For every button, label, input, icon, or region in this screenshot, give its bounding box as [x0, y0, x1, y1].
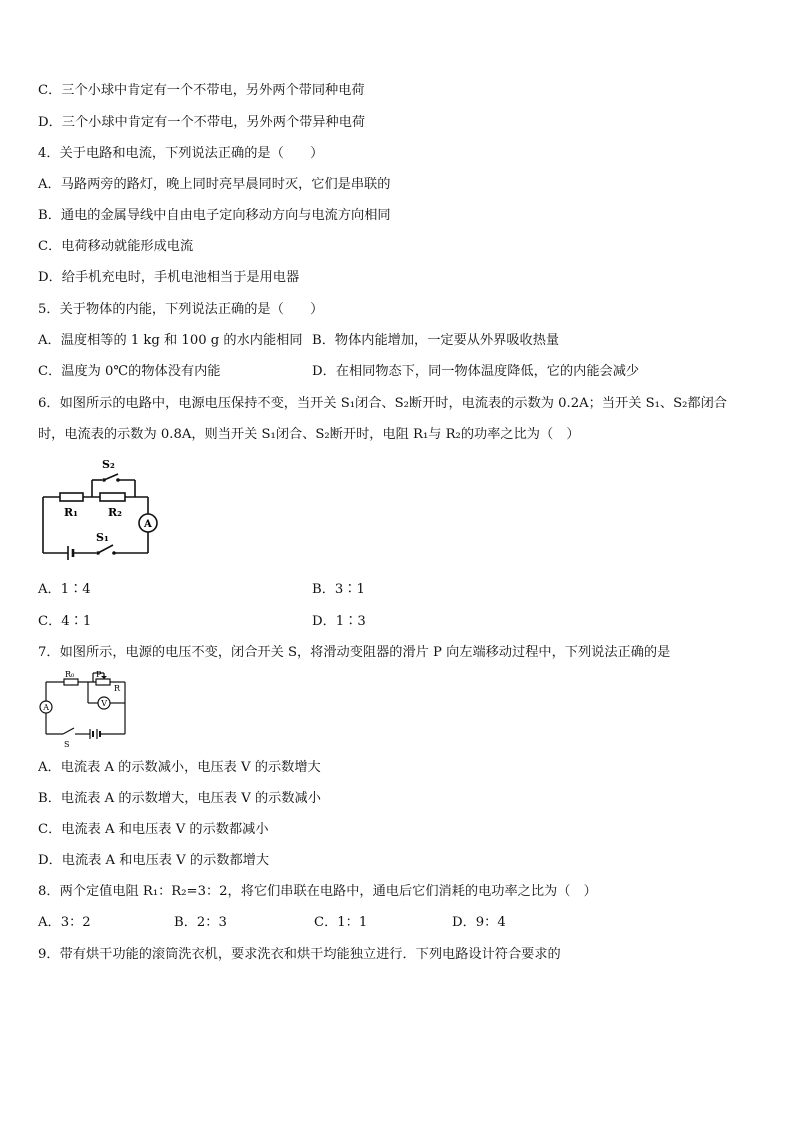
q8-options-row: [38, 914, 506, 932]
q6-circuit-diagram: [38, 456, 168, 560]
q3-option-c: C．三个小球中肯定有一个不带电，另外两个带同种电荷: [38, 83, 365, 98]
q7-option-c: C．电流表 A 和电压表 V 的示数都减小: [38, 822, 269, 837]
q4-stem: 4．关于电路和电流，下列说法正确的是（ ）: [38, 146, 324, 161]
q6-option-c: C．4∶1: [38, 614, 92, 629]
q5-option-d: D．在相同物态下，同一物体温度降低，它的内能会减少: [312, 364, 640, 379]
q4-option-d: D．给手机充电时，手机电池相当于是用电器: [38, 270, 300, 285]
q3-option-d: D．三个小球中肯定有一个不带电，另外两个带异种电荷: [38, 115, 366, 130]
label-p: P: [96, 670, 102, 679]
label-ammeter: A: [43, 703, 50, 712]
q8-option-b: B．2：3: [174, 915, 227, 930]
switch-s-icon: [63, 728, 74, 734]
label-r2: R₂: [108, 506, 122, 519]
q5-stem: 5．关于物体的内能，下列说法正确的是（ ）: [38, 302, 324, 317]
q8-stem: 8．两个定值电阻 R₁：R₂=3：2，将它们串联在电路中，通电后它们消耗的电功率之比为（ ）: [38, 884, 597, 899]
q8-option-a: A．3：2: [38, 915, 91, 930]
q7-stem: 7．如图所示，电源的电压不变，闭合开关 S，将滑动变阻器的滑片 P 向左端移动过程中，下列说法正确的是: [38, 645, 671, 660]
label-ammeter: A: [144, 519, 152, 530]
q6-options-row1: [38, 581, 365, 599]
q5-option-a: A．温度相等的 1 kg 和 100 g 的水内能相同: [38, 333, 303, 348]
q5-options-row1: [38, 332, 560, 350]
q6-option-a: A．1∶4: [38, 582, 91, 597]
r0-resistor-icon: [64, 679, 78, 685]
s2-switch-icon: [104, 474, 118, 480]
q8-option-c: C．1：1: [314, 915, 368, 930]
q7-option-d: D．电流表 A 和电压表 V 的示数都增大: [38, 853, 270, 868]
q8-option-d: D．9：4: [452, 915, 506, 930]
q7-circuit-diagram: [38, 670, 130, 750]
label-r: R: [114, 684, 121, 693]
q5-options-row2: [38, 363, 640, 381]
rheostat-icon: [96, 679, 110, 685]
q4-option-c: C．电荷移动就能形成电流: [38, 239, 194, 254]
q7-option-b: B．电流表 A 的示数增大，电压表 V 的示数减小: [38, 791, 321, 806]
r1-resistor-icon: [60, 493, 83, 501]
label-s: S: [64, 740, 70, 749]
s1-switch-icon: [98, 545, 113, 553]
q4-option-b: B．通电的金属导线中自由电子定向移动方向与电流方向相同: [38, 208, 391, 223]
q6-options-row2: [38, 613, 366, 631]
q6-option-d: D．1∶3: [312, 614, 366, 629]
r2-resistor-icon: [100, 493, 125, 501]
label-s1: S₁: [96, 531, 109, 544]
q4-option-a: A．马路两旁的路灯，晚上同时亮早晨同时灭，它们是串联的: [38, 177, 391, 192]
q6-stem-line2: 时，电流表的示数为 0.8A，则当开关 S₁闭合、S₂断开时，电阻 R₁与 R₂的功率之比为（ ）: [38, 427, 580, 442]
q6-stem-line1: 6．如图所示的电路中，电源电压保持不变，当开关 S₁闭合、S₂断开时，电流表的示数为 0.2A；当开关 S₁、S₂都闭合: [38, 396, 727, 411]
label-r1: R₁: [64, 506, 78, 519]
q6-option-b: B．3∶1: [312, 582, 365, 597]
label-r0: R₀: [65, 670, 75, 679]
q5-option-c: C．温度为 0℃的物体没有内能: [38, 364, 221, 379]
label-voltmeter: V: [101, 699, 108, 708]
q5-option-b: B．物体内能增加，一定要从外界吸收热量: [312, 333, 560, 348]
q7-option-a: A．电流表 A 的示数减小，电压表 V 的示数增大: [38, 760, 321, 775]
label-s2: S₂: [102, 458, 115, 471]
q9-stem: 9．带有烘干功能的滚筒洗衣机，要求洗衣和烘干均能独立进行．下列电路设计符合要求的: [38, 947, 561, 962]
